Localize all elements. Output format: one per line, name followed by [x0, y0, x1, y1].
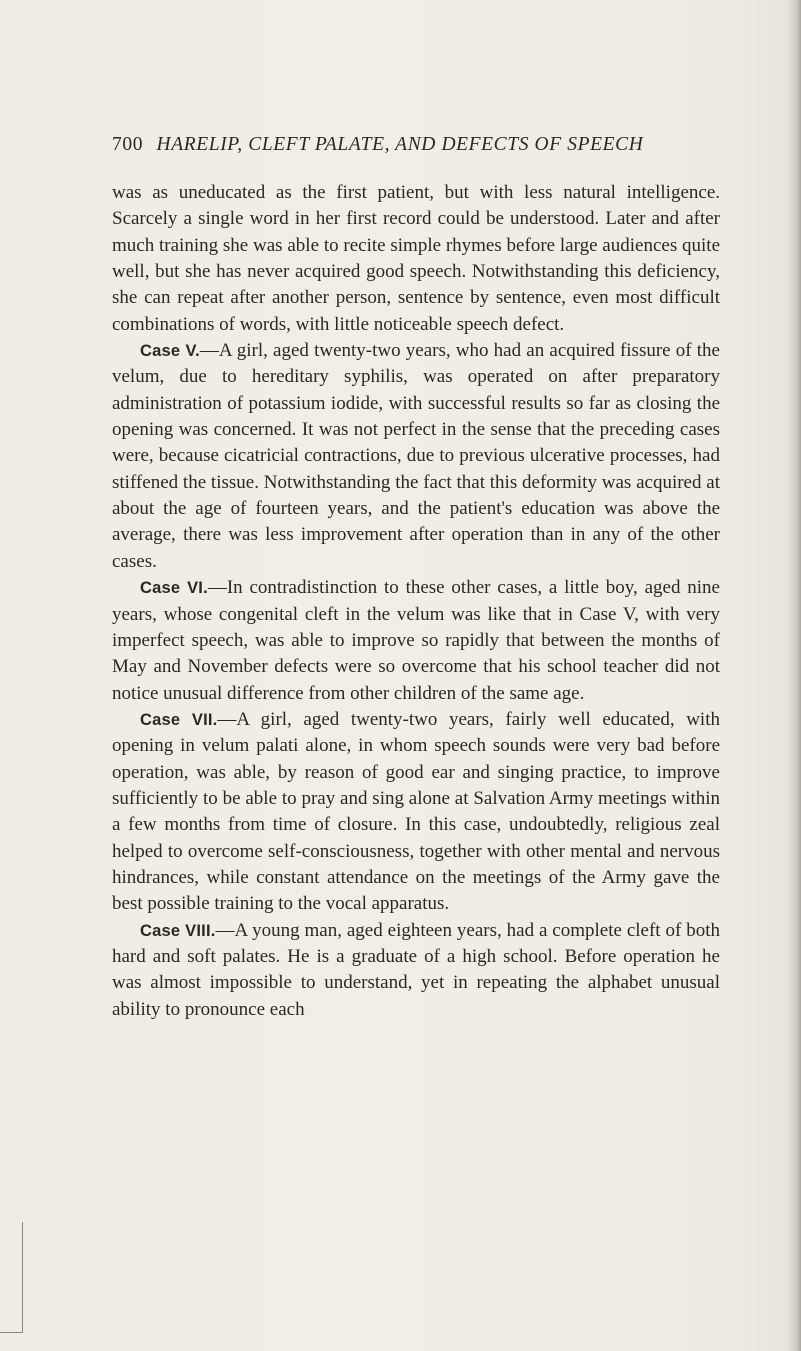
paragraph-continuation [112, 180, 720, 338]
case-label: Case V. [140, 342, 200, 361]
paragraph-text: —A young man, aged eighteen years, had a complete cleft of both hard and soft palates. He is a graduate of a high school. Before operation he was almost impossible to understand, yet in repeating the alphabet unusual ability to pronounce each [112, 919, 720, 1020]
paragraph-text: —In contradistinction to these other cases, a little boy, aged nine years, whose congenital cleft in the velum was like that in Case V, with very imperfect speech, was able to improve so rapidly that between the months of May and November defects were so overcome that his school teacher did not notice unusual difference from other children of the same age. [112, 577, 720, 704]
page-corner-mark [0, 1222, 23, 1333]
running-title: HARELIP, CLEFT PALATE, AND DEFECTS OF SPEECH [156, 134, 644, 155]
running-header [112, 130, 702, 160]
paragraph-text: —A girl, aged twenty-two years, fairly well educated, with opening in velum palati alone, in whom speech sounds were very bad before operation, was able, by reason of good ear and singing practice, to improve sufficiently to be able to pray and sing alone at Salvation Army meetings within a few months from time of closure. In this case, undoubtedly, religious zeal helped to overcome self-consciousness, together with other mental and nervous hindrances, while constant attendance on the meetings of the Army gave the best possible training to the vocal apparatus. [112, 708, 720, 915]
paragraph-case-vi [112, 575, 720, 707]
paragraph-text: —A girl, aged twenty-two years, who had an acquired fissure of the velum, due to hereditary syphilis, was operated on after preparatory administration of potassium iodide, with successful results so far as closing the opening was concerned. It was not perfect in the sense that the preceding cases were, because cicatricial contractions, due to previous ulcerative processes, had stiffened the tissue. Notwithstanding the fact that this deformity was acquired at about the age of fourteen years, and the patient's education was above the average, there was less improvement after operation than in any of the other cases. [112, 340, 720, 572]
case-label: Case VIII. [140, 921, 216, 940]
case-label: Case VII. [140, 710, 218, 729]
page-gutter-shadow [787, 0, 801, 1351]
paragraph-case-vii [112, 707, 720, 918]
body-text [112, 180, 720, 1023]
case-label: Case VI. [140, 579, 208, 598]
page-number: 700 [112, 134, 144, 155]
paragraph-text: was as uneducated as the first patient, but with less natural intelligence. Scarcely a single word in her first record could be understood. Later and after much training she was able to recite simple rhymes before large audiences quite well, but she has never acquired good speech. Notwithstanding this deficiency, she can repeat after another person, sentence by sentence, even most difficult combinations of words, with little noticeable speech defect. [112, 182, 720, 335]
paragraph-case-v [112, 338, 720, 575]
paragraph-case-viii [112, 918, 720, 1023]
